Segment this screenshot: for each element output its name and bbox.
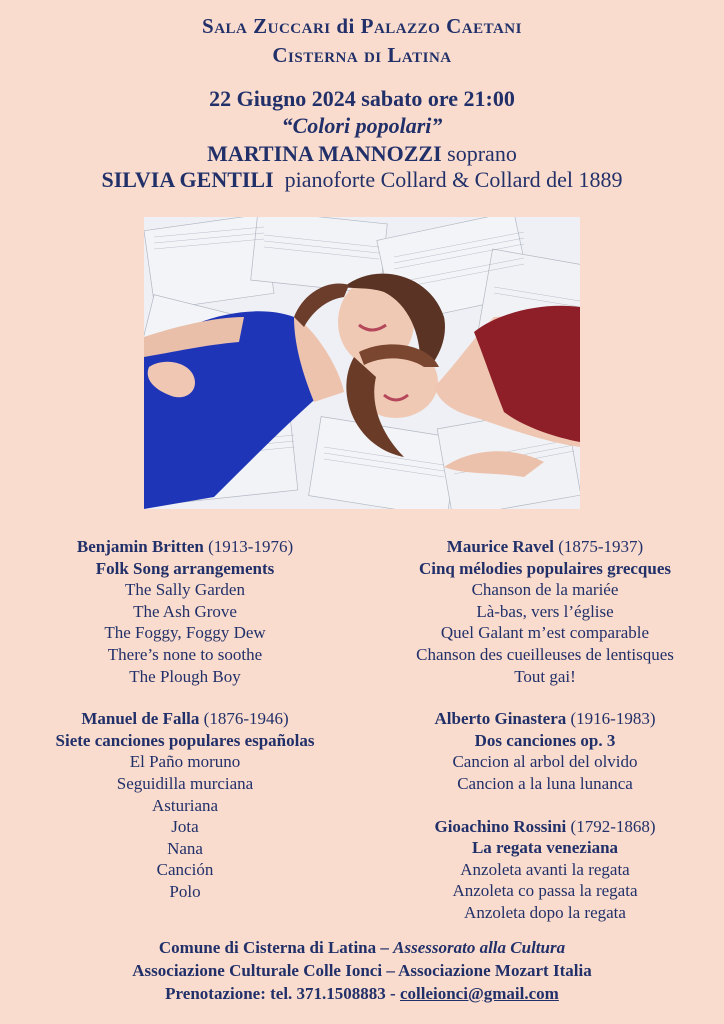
piece-item: Nana	[167, 838, 203, 858]
composer-name: Gioachino Rossini	[434, 816, 567, 836]
piece-item: The Ash Grove	[133, 601, 237, 621]
piece-item: Asturiana	[151, 795, 219, 815]
program-block-ginastera	[378, 708, 712, 794]
piece-item: Canción	[156, 860, 214, 880]
work-title: Siete canciones populares españolas	[55, 730, 315, 750]
composer-name: Benjamin Britten	[76, 537, 204, 556]
piece-item: The Foggy, Foggy Dew	[104, 623, 266, 643]
program-right-column	[378, 536, 712, 924]
program-block-de-falla	[20, 708, 350, 902]
composer-years: (1875-1937)	[553, 537, 644, 556]
performers-photo	[144, 217, 580, 509]
performer-2-name: SILVIA GENTILI	[101, 167, 274, 192]
piece-item: Anzoleta co passa la regata	[452, 881, 638, 901]
booking-phone: Prenotazione: tel. 371.1508883 -	[165, 984, 400, 1003]
piece-item: Quel Galant m’est comparable	[440, 623, 650, 643]
venue-line-1	[0, 14, 724, 39]
work-title: La regata veneziana	[471, 838, 619, 858]
piece-item: There’s none to soothe	[107, 644, 263, 664]
piece-item: Jota	[171, 817, 199, 837]
performers-photo-illustration	[144, 217, 580, 509]
work-title: Folk Song arrangements	[95, 558, 275, 578]
program-left-column	[20, 536, 350, 903]
work-title: Cinq mélodies populaires grecques	[418, 558, 672, 578]
program-block-rossini	[378, 816, 712, 924]
performer-1-name: MARTINA MANNOZZI	[207, 141, 442, 166]
venue-hall: Sala Zuccari	[202, 14, 331, 38]
performer-1	[0, 141, 724, 167]
program-block-britten	[20, 536, 350, 687]
event-subtitle: “Colori popolari”	[281, 113, 443, 138]
composer-name: Alberto Ginastera	[434, 709, 567, 729]
composer-years: (1876-1946)	[199, 709, 289, 729]
booking-email-link[interactable]: colleionci@gmail.com	[399, 984, 559, 1003]
piece-item: Cancion a la luna lunanca	[457, 773, 633, 793]
piece-item: Anzoleta dopo la regata	[464, 902, 626, 922]
event-date: 22 Giugno 2024 sabato ore 21:00	[209, 86, 515, 111]
footer-line-1	[0, 938, 724, 958]
program-block-ravel	[378, 536, 712, 687]
piece-item: Chanson des cueilleuses de lentisques	[416, 644, 674, 664]
piece-item: Chanson de la mariée	[471, 580, 619, 600]
piece-item: Anzoleta avanti la regata	[460, 859, 630, 879]
footer-line-3	[0, 984, 724, 1004]
performer-2	[0, 167, 724, 193]
footer-municipality: Comune di Cisterna di Latina –	[158, 938, 394, 957]
venue-line-2: Cisterna di Latina	[272, 43, 452, 67]
footer-department: Assessorato alla Cultura	[393, 938, 566, 957]
composer-name: Maurice Ravel	[446, 537, 554, 556]
piece-item: Cancion al arbol del olvido	[452, 752, 638, 772]
venue-palace: Palazzo Caetani	[360, 14, 522, 38]
composer-years: (1792-1868)	[566, 816, 656, 836]
composer-years: (1913-1976)	[203, 537, 294, 556]
piece-item: The Plough Boy	[129, 666, 241, 686]
footer-line-2: Associazione Culturale Colle Ionci – Associazione Mozart Italia	[132, 961, 592, 980]
performer-1-role: soprano	[441, 141, 517, 166]
piece-item: Tout gai!	[514, 666, 576, 686]
piece-item: Seguidilla murciana	[116, 773, 254, 793]
piece-item: Là-bas, vers l’église	[476, 601, 614, 621]
venue-connector: di	[330, 14, 361, 38]
composer-years: (1916-1983)	[566, 709, 656, 729]
piece-item: El Paño moruno	[129, 752, 241, 772]
piece-item: Polo	[169, 881, 201, 901]
composer-name: Manuel de Falla	[81, 709, 200, 729]
work-title: Dos canciones op. 3	[474, 730, 616, 750]
piece-item: The Sally Garden	[125, 580, 245, 600]
performer-2-role: pianoforte Collard & Collard del 1889	[273, 167, 623, 192]
